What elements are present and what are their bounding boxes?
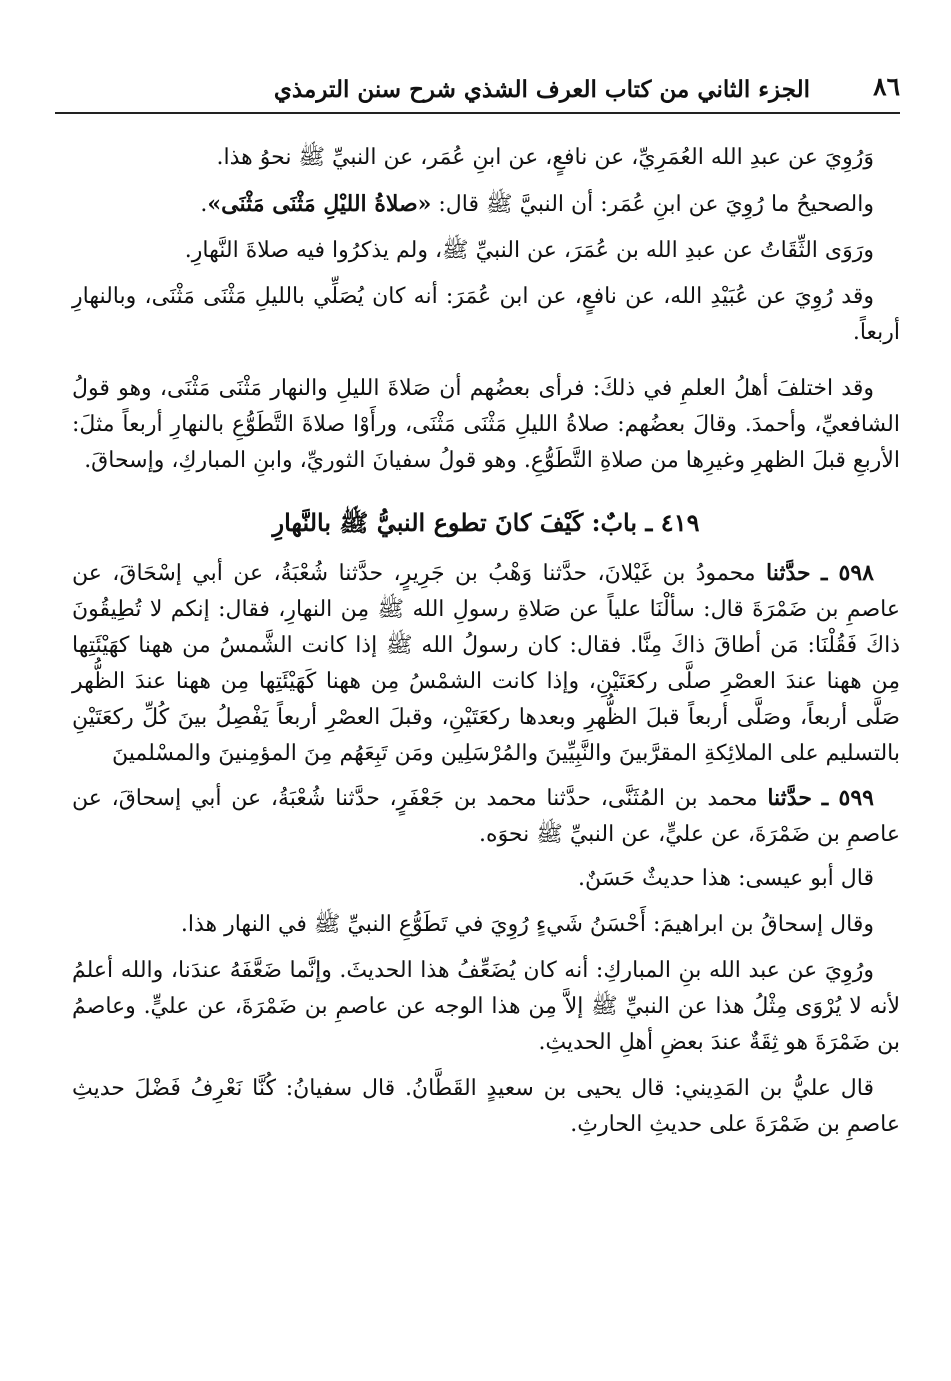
- section-heading: ٤١٩ ـ بابٌ: كَيْفَ كانَ تطوع النبيُّ ﷺ بالنَّهارِ: [272, 508, 700, 537]
- hadith-598: [72, 555, 900, 772]
- remark-4: قال عليُّ بن المَدِيني: قال يحيى بن سعيدٍ القَطَّانُ. قال سفيانُ: كُنَّا نَعْرِفُ فَضْلَ حديثِ عاصمِ بن ضَمْرَةَ على حديثِ الحارثِ.: [72, 1076, 900, 1137]
- remark-1: قال أبو عيسى: هذا حديثٌ حَسَنٌ.: [577, 866, 874, 891]
- hadith-lead: حدَّثنا: [767, 785, 812, 811]
- hadith-lead: حدَّثنا: [766, 560, 811, 586]
- running-title: الجزء الثاني من كتاب العرف الشذي شرح سنن الترمذي: [273, 76, 810, 103]
- remark-3: ورُوِيَ عن عبد الله بنِ المباركِ: أنه كان يُضَعِّفُ هذا الحديثَ. وإنَّما ضَعَّفَهُ عندَنا، والله أعلمُ لأنه لا يُرْوَى مِثْلُ هذا عن النبيِّ ﷺ إلاَّ مِن هذا الوجه عن عاصمِ بن ضَمْرَةَ، عن عليٍّ. وعاصمُ بن ضَمْرَةَ هو ثِقَةٌ عندَ بعضِ أهلِ الحديثِ.: [72, 958, 900, 1055]
- paragraph-2: [72, 186, 900, 223]
- hadith-number: ٥٩٨ ـ: [821, 560, 874, 586]
- paragraph-2-end: .: [200, 192, 208, 217]
- remark-2: وقال إسحاقُ بن ابراهيمَ: أَحْسَنُ شَيءٍ رُوِيَ في تَطَوُّعِ النبيِّ ﷺ في النهار هذا.: [180, 912, 874, 937]
- page-header: [55, 72, 900, 114]
- page-number: ٨٦: [873, 72, 900, 101]
- hadith-quote: «صلاةُ الليْلِ مَثْنَى مَثْنَى»: [207, 191, 432, 217]
- hadith-text: محمودُ بن غَيْلانَ، حدَّثنا وَهْبُ بن جَرِيرٍ، حدَّثنا شُعْبَةُ، عن أبي إسْحَاقَ، عن عاصمِ بن ضَمْرَةَ قال: سألْنَا علياً عن صَلاةِ رسولِ الله ﷺ مِن النهارِ، فقال: إنكم لا تُطِيقُونَ ذاكَ فَقُلْنَا: مَن أطاقَ ذاكَ مِنَّا. فقال: كان رسولُ الله ﷺ إذا كانت الشَّمسُ من ههنا كهَيْئَتِها مِن ههنا عندَ العصْرِ صلَّى ركعَتَيْنِ، وإذا كانت الشمْسُ مِن ههنا كَهَيْئَتِها مِن ههنا عندَ الظُّهر صَلَّى أربعاً، وصَلَّى أربعاً قبلَ الظُّهرِ وبعدها ركعَتَيْنِ، وقبلَ العصْرِ أربعاً يَفْصِلُ بينَ كُلِّ ركعَتَيْنِ بالتسليم على الملائِكةِ المقرَّبينَ والنَّبِيِّينَ والمُرْسَلِين ومَن تَبِعَهُم مِنَ المؤمِنينَ والمسْلمينَ: [72, 561, 900, 766]
- paragraph-3: ورَوَى الثِّقَاتُ عن عبدِ الله بن عُمَرَ، عن النبيِّ ﷺ، ولم يذكرُوا فيه صلاةَ النَّهارِ.: [184, 238, 874, 263]
- paragraph-2-text: والصحيحُ ما رُوِيَ عن ابنِ عُمَر: أن النبيَّ ﷺ قال:: [431, 192, 874, 217]
- page-body: [72, 140, 900, 1153]
- paragraph-1: وَرُوِيَ عن عبدِ الله العُمَرِيِّ، عن نافعٍ، عن ابنِ عُمَر، عن النبيِّ ﷺ نحوُ هذا.: [216, 145, 874, 170]
- hadith-text: محمد بن المُثَنَّى، حدَّثنا محمد بن جَعْفَرٍ، حدَّثنا شُعْبَةُ، عن أبي إسحاقَ، عن عاصمِ بن ضَمْرَةَ، عن عليٍّ، عن النبيِّ ﷺ نحوَه.: [72, 786, 900, 847]
- hadith-number: ٥٩٩ ـ: [821, 785, 874, 811]
- hadith-599: [72, 780, 900, 853]
- paragraph-5: وقد اختلفَ أهلُ العلمِ في ذلكَ: فرأى بعضُهم أن صَلاةَ الليلِ والنهار مَثْنَى مَثْنَى، وهو قولُ الشافعيِّ، وأحمدَ. وقالَ بعضُهم: صلاةُ الليلِ مَثْنَى مَثْنَى، ورأَوْا صلاةَ التَّطَوُّعِ بالنهارِ أربعاً مثلَ: الأربعِ قبلَ الظهرِ وغيرِها من صلاةِ التَّطَوُّعِ. وهو قولُ سفيانَ الثوريِّ، وابنِ المباركِ، وإسحاقَ.: [72, 376, 900, 473]
- paragraph-4: وقد رُوِيَ عن عُبَيْدِ الله، عن نافعٍ، عن ابن عُمَرَ: أنه كان يُصَلِّي بالليلِ مَثْنَى مَثْنَى، وبالنهارِ أربعاً.: [72, 284, 900, 345]
